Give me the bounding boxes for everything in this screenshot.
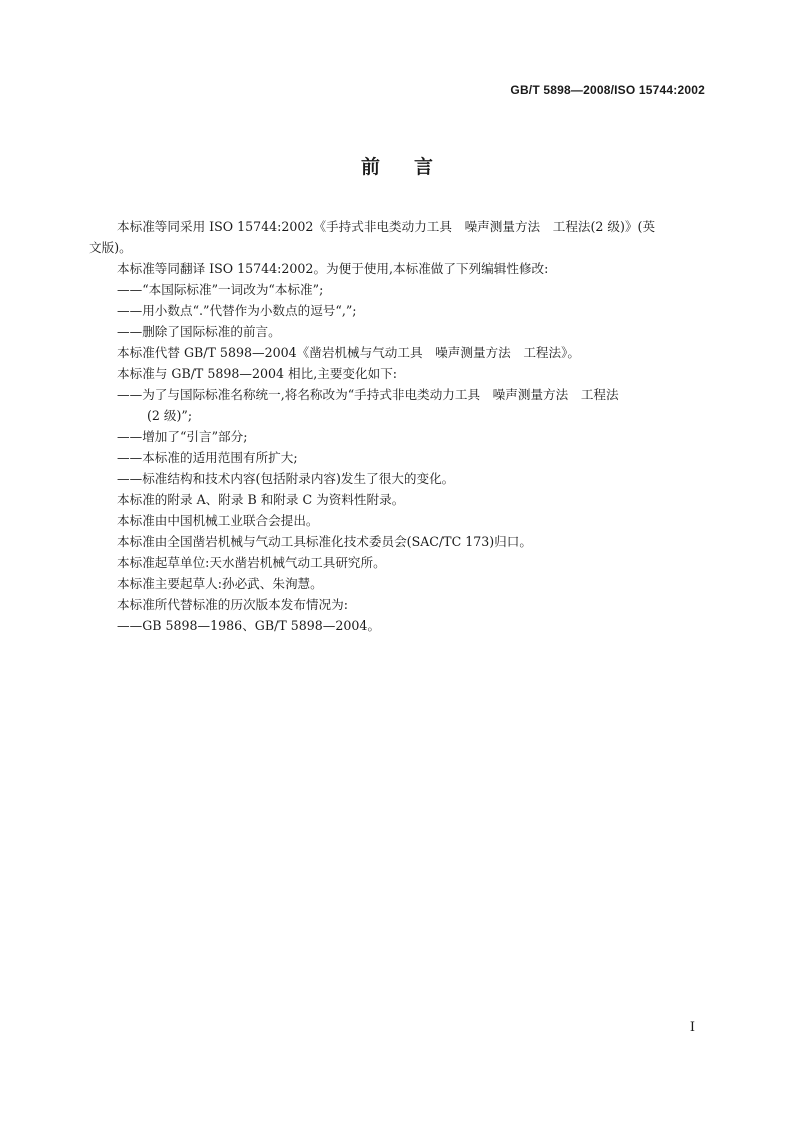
list-item: ——“本国际标准”一词改为“本标准”; [117,282,324,297]
title-char-2: 言 [414,156,434,178]
page-number: I [689,1020,695,1035]
list-item: ——标准结构和技术内容(包括附录内容)发生了很大的变化。 [117,471,455,486]
foreword-body [89,216,706,636]
list-item: ——增加了“引言”部分; [117,429,248,444]
list-item-cont: (2 级)”; [147,408,193,423]
title-char-1: 前 [360,156,380,178]
paragraph-adoption-cont: 文版)。 [89,240,132,255]
paragraph-annexes: 本标准的附录 A、附录 B 和附录 C 为资料性附录。 [117,492,405,507]
page-title [0,152,794,179]
paragraph-history: 本标准所代替标准的历次版本发布情况为: [117,597,348,612]
list-item: ——用小数点“.”代替作为小数点的逗号“,”; [117,303,357,318]
paragraph-proposer: 本标准由中国机械工业联合会提出。 [117,513,319,528]
paragraph-adoption: 本标准等同采用 ISO 15744:2002《手持式非电类动力工具 噪声测量方法 工程法(2 级)》(英 [117,219,656,234]
paragraph-drafters: 本标准主要起草人:孙必武、朱洵慧。 [117,576,323,591]
standard-code-header: GB/T 5898—2008/ISO 15744:2002 [510,83,705,97]
paragraph-translation: 本标准等同翻译 ISO 15744:2002。为便于使用,本标准做了下列编辑性修改: [117,261,549,276]
list-item: ——本标准的适用范围有所扩大; [117,450,298,465]
paragraph-replaces: 本标准代替 GB/T 5898—2004《凿岩机械与气动工具 噪声测量方法 工程法》。 [117,345,580,360]
list-item: ——GB 5898—1986、GB/T 5898—2004。 [117,618,381,633]
paragraph-changes: 本标准与 GB/T 5898—2004 相比,主要变化如下: [117,366,398,381]
paragraph-committee: 本标准由全国凿岩机械与气动工具标准化技术委员会(SAC/TC 173)归口。 [117,534,532,549]
list-item: ——删除了国际标准的前言。 [117,324,281,339]
paragraph-drafting-unit: 本标准起草单位:天水凿岩机械气动工具研究所。 [117,555,386,570]
list-item: ——为了与国际标准名称统一,将名称改为“手持式非电类动力工具 噪声测量方法 工程法 [117,387,619,402]
